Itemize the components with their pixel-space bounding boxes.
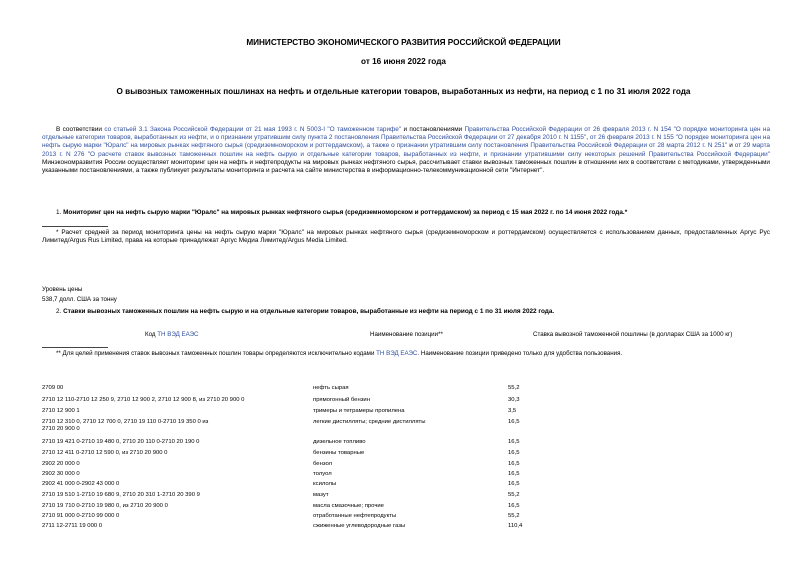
intro-text-3: , [586, 134, 590, 142]
column-header-rate: Ставка вывозной таможенной пошлины (в долларах США за 1000 кг) [533, 331, 733, 338]
row-rate: 16,5 [508, 481, 520, 487]
intro-paragraph [42, 126, 770, 175]
row-name: отработанные нефтепродукты [313, 513, 397, 519]
row-rate: 55,2 [508, 513, 520, 519]
price-level-value: 538,7 долл. США за тонну [42, 296, 117, 303]
row-rate: 16,5 [508, 439, 520, 445]
section-2-title: Ставки вывозных таможенных пошлин на нефть сырую и на отдельные категории товаров, выработанные из нефти на период с 1 по 31 июля 2022 года. [63, 308, 555, 315]
row-name: масла смазочные; прочие [313, 503, 384, 509]
row-code: 2710 12 310 0, 2710 12 700 0, 2710 19 110 0-2710 19 350 0 из 2710 20 900 0 [42, 419, 209, 433]
document-date: от 16 июня 2022 года [361, 57, 446, 66]
row-name: дизельное топливо [313, 439, 366, 445]
row-name: тримеры и тетрамеры пропилена [313, 408, 405, 414]
row-name: нефть сырая [313, 385, 349, 391]
section-1-number: 1. [56, 209, 64, 216]
footnote-tnved-link[interactable]: ТН ВЭД ЕАЭС [376, 350, 418, 357]
decree-154-link[interactable]: Правительства Российской Федерации от 26 февраля 2013 г. N 154 "О порядке мониторинга цен на отдельные категории товаров, выработанных из нефти, и о признании утратившим силу пункта 2 постановления Правительства Российской Федерации от 27 декабря 2010 г. N 1155" [42, 126, 770, 142]
footnote-2 [56, 350, 776, 357]
row-name: легкие дистилляты; средние дистилляты [313, 419, 426, 425]
intro-text-5: Минэкономразвития России осуществляет мониторинг цен на нефть и нефтепродукты на мировых рынках нефтяного сырья, рассчитывает ставки вывозных таможенных пошлин в отношении них в соответствии с методиками, утвержденными указанными постановлениями, а также публикует результаты мониторинга и расчета на сайте министерства в информационно-телекоммуникационной сети "Интернет". [42, 158, 770, 175]
section-2-number: 2. [56, 308, 64, 315]
row-rate: 3,5 [508, 408, 517, 414]
row-rate: 55,2 [508, 492, 520, 498]
row-name: бензол [313, 461, 333, 467]
row-name: сжиженные углеводородные газы [313, 523, 406, 529]
footnote-2-prefix: ** Для целей применения ставок вывозных таможенных пошлин товары определяются исключительно кодами [56, 350, 377, 357]
intro-text-1: В соответствии [56, 126, 105, 133]
row-name: толуол [313, 471, 332, 477]
price-level-label: Уровень цены [42, 286, 83, 293]
row-name: мазут [313, 492, 329, 498]
row-name: прямогонный бензин [313, 397, 370, 403]
tnved-link[interactable]: ТН ВЭД ЕАЭС [157, 331, 199, 338]
row-code: 2710 91 000 0-2710 99 000 0 [42, 513, 120, 519]
row-code: 2710 19 710 0-2710 19 980 0, из 2710 20 900 0 [42, 503, 168, 509]
row-rate: 16,5 [508, 450, 520, 456]
law-5003-link[interactable]: со статьей 3.1 Закона Российской Федерации от 21 мая 1993 г. N 5003-I "О таможенном тарифе" [104, 126, 402, 133]
row-code: 2902 30 000 0 [42, 471, 80, 477]
row-code: 2709 00 [42, 385, 64, 391]
footnote-1: * Расчет средней за период мониторинга цены на нефть сырую марки "Юралс" на мировых рынках нефтяного сырья (средиземноморском и роттердамском) осуществляется с использованием данных, предоставленных Аргус Рус Лимитед/Argus Rus Limited, права на которые принадлежат Аргус Медиа Лимитед/Argus Media Limited. [42, 229, 770, 245]
row-rate: 110,4 [508, 523, 523, 529]
row-rate: 16,5 [508, 471, 520, 477]
section-2-heading [56, 308, 776, 316]
decree-276-link[interactable]: от 29 марта 2013 г. N 276 "О расчете ставок вывозных таможенных пошлин на нефть сырую и отдельные категории товаров, выработанных из нефти, и признании утратившими силу некоторых решений Правительства Российской Федерации" [42, 142, 770, 158]
row-code: 2710 12 110-2710 12 250 9, 2710 12 900 2, 2710 12 900 8, из 2710 20 900 0 [42, 397, 245, 403]
row-code: 2710 12 411 0-2710 12 590 0, из 2710 20 900 0 [42, 450, 168, 456]
row-rate: 30,3 [508, 397, 520, 403]
intro-text-4: и [727, 142, 735, 150]
row-rate: 16,5 [508, 503, 520, 509]
column-header-code [145, 331, 199, 338]
column-header-code-prefix: Код [145, 331, 158, 338]
footnote-2-suffix: . Наименование позиции приведено только для удобства пользования. [417, 350, 623, 357]
decree-155-link[interactable]: от 26 февраля 2013 г. N 155 "О порядке мониторинга цен на нефть сырую марки "Юралс" на мировых рынках нефтяного сырья (средиземноморском и роттердамском), а также о признании утратившим силу постановления Правительства Российской Федерации от 28 марта 2012 г. N 251" [42, 134, 770, 150]
row-name: бензины товарные [313, 450, 365, 456]
row-code: 2902 20 000 0 [42, 461, 80, 467]
row-code: 2710 19 421 0-2710 19 480 0, 2710 20 110 0-2710 20 190 0 [42, 439, 200, 445]
row-rate: 16,5 [508, 419, 520, 425]
row-rate: 55,2 [508, 385, 520, 391]
footnote-divider-1 [42, 226, 108, 227]
row-code: 2710 12 900 1 [42, 408, 80, 414]
section-1-heading [56, 209, 776, 217]
row-name: ксилолы [313, 481, 337, 487]
row-code: 2711 12-2711 19 000 0 [42, 523, 103, 529]
footnote-divider-2 [42, 347, 108, 348]
row-code: 2710 19 510 1-2710 19 680 9, 2710 20 310 1-2710 20 390 9 [42, 492, 200, 498]
ministry-title: МИНИСТЕРСТВО ЭКОНОМИЧЕСКОГО РАЗВИТИЯ РОССИЙСКОЙ ФЕДЕРАЦИИ [246, 38, 561, 47]
section-1-title: Мониторинг цен на нефть сырую марки "Юралс" на мировых рынках нефтяного сырья (средиземноморском и роттердамском) за период с 15 мая 2022 г. по 14 июня 2022 года.* [63, 209, 628, 216]
document-subject: О вывозных таможенных пошлинах на нефть и отдельные категории товаров, выработанных из нефти, на период с 1 по 31 июля 2022 года [116, 87, 691, 96]
column-header-name: Наименование позиции** [370, 331, 443, 338]
row-rate: 16,5 [508, 461, 520, 467]
intro-text-2: и постановлениями [401, 126, 465, 133]
row-code: 2902 41 000 0-2902 43 000 0 [42, 481, 120, 487]
